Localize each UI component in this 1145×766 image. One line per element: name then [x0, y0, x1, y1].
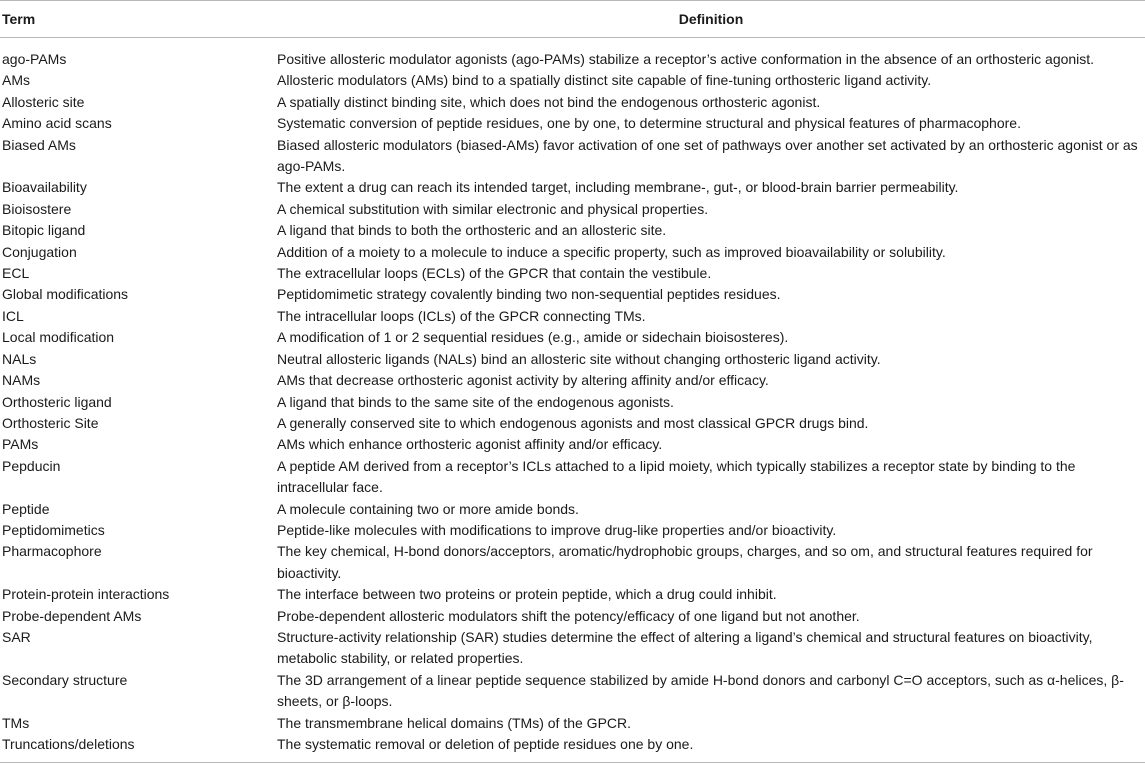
definition-cell: Biased allosteric modulators (biased-AMs) favor activation of one set of pathways over another set activated by an orthosteric agonist or as ago-PAMs. [277, 136, 1138, 175]
table-row [0, 199, 1145, 220]
term-cell: Peptide [2, 500, 50, 517]
definition-cell: A peptide AM derived from a receptor’s ICLs attached to a lipid moiety, which typically stabilizes a receptor state by binding to the intracellular face. [277, 457, 1076, 496]
definition-cell: The 3D arrangement of a linear peptide sequence stabilized by amide H-bond donors and carbonyl C=O acceptors, such as α-helices, β-sheets, or β-loops. [277, 671, 1124, 710]
header-row [0, 1, 1145, 38]
table-row [0, 734, 1145, 762]
term-cell: ICL [2, 307, 24, 324]
table-row [0, 70, 1145, 91]
term-cell: Orthosteric Site [2, 414, 99, 431]
term-cell: Allosteric site [2, 93, 85, 110]
definition-cell: Positive allosteric modulator agonists (ago-PAMs) stabilize a receptor’s active conformation in the absence of an orthosteric agonist. [277, 51, 1095, 67]
table-row [0, 242, 1145, 263]
term-cell: TMs [2, 714, 30, 731]
term-cell: Truncations/deletions [2, 736, 135, 752]
definition-cell: The systematic removal or deletion of peptide residues one by one. [277, 736, 694, 752]
term-cell: Peptidomimetics [2, 521, 105, 538]
table-bottom-rule [0, 762, 1145, 763]
table-row [0, 135, 1145, 178]
term-cell: ago-PAMs [2, 51, 67, 67]
table-row [0, 434, 1145, 455]
term-cell: NALs [2, 350, 37, 367]
definition-cell: A chemical substitution with similar electronic and physical properties. [277, 200, 709, 217]
term-cell: Conjugation [2, 243, 77, 260]
definition-cell: Addition of a moiety to a molecule to induce a specific property, such as improved bioavailability or solubility. [277, 243, 946, 260]
definition-cell: AMs that decrease orthosteric agonist activity by altering affinity and/or efficacy. [277, 372, 769, 389]
table-row [0, 606, 1145, 627]
definition-cell: The intracellular loops (ICLs) of the GPCR connecting TMs. [277, 307, 646, 324]
table-row [0, 499, 1145, 520]
term-cell: Secondary structure [2, 671, 128, 688]
term-cell: AMs [2, 72, 30, 89]
table-row [0, 541, 1145, 584]
column-header-term: Term [0, 1, 277, 38]
term-cell: Local modification [2, 329, 115, 346]
definition-cell: A ligand that binds to the same site of the endogenous agonists. [277, 393, 674, 410]
table-body [0, 38, 1145, 763]
table-row [0, 306, 1145, 327]
table-row [0, 349, 1145, 370]
definition-cell: A generally conserved site to which endogenous agonists and most classical GPCR drugs bind. [277, 414, 869, 431]
table-row [0, 220, 1145, 241]
definition-cell: The transmembrane helical domains (TMs) of the GPCR. [277, 714, 632, 731]
table-row [0, 263, 1145, 284]
definition-cell: Neutral allosteric ligands (NALs) bind an allosteric site without changing orthosteric ligand activity. [277, 350, 881, 367]
term-cell: Pharmacophore [2, 543, 102, 560]
definition-cell: The interface between two proteins or protein peptide, which a drug could inhibit. [277, 586, 777, 603]
table-row [0, 113, 1145, 134]
definition-cell: A molecule containing two or more amide bonds. [277, 500, 579, 517]
table-row [0, 284, 1145, 305]
term-cell: Amino acid scans [2, 115, 112, 132]
definition-cell: A modification of 1 or 2 sequential residues (e.g., amide or sidechain bioisosteres). [277, 329, 789, 346]
term-cell: Bioisostere [2, 200, 72, 217]
term-cell: Pepducin [2, 457, 61, 474]
term-cell: Bitopic ligand [2, 222, 86, 239]
table-row [0, 327, 1145, 348]
definition-cell: Allosteric modulators (AMs) bind to a spatially distinct site capable of fine-tuning orthosteric ligand activity. [277, 72, 932, 89]
term-cell: SAR [2, 628, 31, 645]
term-cell: Orthosteric ligand [2, 393, 112, 410]
table-row [0, 627, 1145, 670]
table-row [0, 713, 1145, 734]
definition-cell: Peptide-like molecules with modifications to improve drug-like properties and/or bioactivity. [277, 521, 837, 538]
table-row [0, 670, 1145, 713]
definition-cell: Peptidomimetic strategy covalently binding two non-sequential peptides residues. [277, 286, 781, 303]
term-cell: Bioavailability [2, 179, 87, 196]
table-row [0, 456, 1145, 499]
table-row [0, 177, 1145, 198]
term-cell: ECL [2, 265, 30, 282]
definition-cell: Structure-activity relationship (SAR) studies determine the effect of altering a ligand’s chemical and structural features on bioactivity, metabolic stability, or related properties. [277, 628, 1093, 667]
table-row [0, 584, 1145, 605]
definition-cell: A spatially distinct binding site, which does not bind the endogenous orthosteric agonist. [277, 93, 821, 110]
definition-cell: The extent a drug can reach its intended target, including membrane-, gut-, or blood-brain barrier permeability. [277, 179, 959, 196]
table-row [0, 413, 1145, 434]
term-cell: Probe-dependent AMs [2, 607, 142, 624]
term-cell: PAMs [2, 436, 39, 453]
definition-cell: The key chemical, H-bond donors/acceptors, aromatic/hydrophobic groups, charges, and so om, and structural features required for bioactivity. [277, 543, 1093, 581]
definition-cell: AMs which enhance orthosteric agonist affinity and/or efficacy. [277, 436, 663, 453]
column-header-definition: Definition [277, 1, 1145, 38]
term-cell: Global modifications [2, 286, 129, 303]
table-row [0, 392, 1145, 413]
definition-cell: Systematic conversion of peptide residues, one by one, to determine structural and physical features of pharmacophore. [277, 115, 1021, 132]
term-cell: Protein-protein interactions [2, 586, 170, 603]
definition-cell: A ligand that binds to both the orthosteric and an allosteric site. [277, 222, 667, 239]
table-row [0, 370, 1145, 391]
definition-cell: Probe-dependent allosteric modulators shift the potency/efficacy of one ligand but not another. [277, 607, 860, 624]
term-cell: Biased AMs [2, 136, 76, 153]
table-row [0, 38, 1145, 71]
term-cell: NAMs [2, 372, 41, 389]
definition-cell: The extracellular loops (ECLs) of the GPCR that contain the vestibule. [277, 265, 712, 282]
table-row [0, 92, 1145, 113]
table-row [0, 520, 1145, 541]
